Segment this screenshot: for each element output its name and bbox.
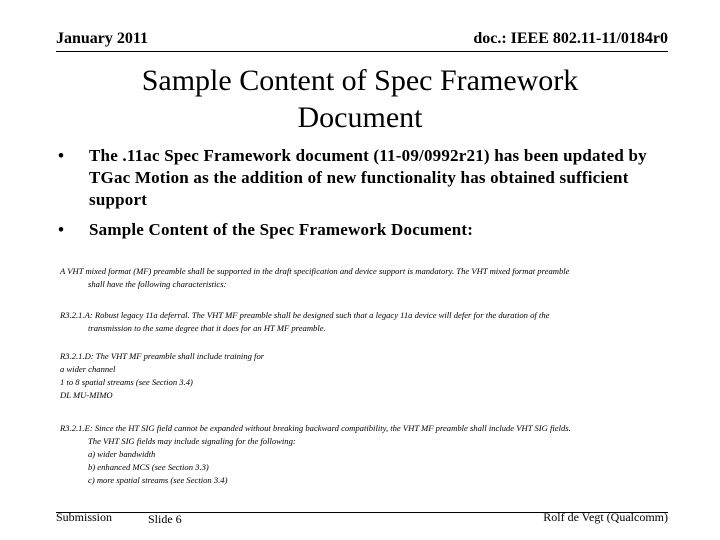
bullet-text: The .11ac Spec Framework document (11-09/0992r21) has been updated by TGac Motion as the addition of new functionality has obtained sufficient support	[89, 146, 647, 209]
bullet-marker: •	[58, 146, 65, 165]
req-line: DL MU-MIMO	[60, 390, 113, 400]
req-line: shall have the following characteristics:	[88, 279, 227, 289]
requirement-r3-2-1-d	[60, 350, 665, 402]
req-line: transmission to the same degree that it does for an HT MF preamble.	[88, 323, 326, 333]
bullet-item	[58, 219, 678, 241]
req-line: R3.2.1.A: Robust legacy 11a deferral. The VHT MF preamble shall be designed such that a legacy 11a device will defer for the duration of the	[60, 310, 550, 320]
title-line-1: Sample Content of Spec Framework	[141, 64, 579, 97]
req-line: b) enhanced MCS (see Section 3.3)	[88, 462, 209, 472]
req-line: c) more spatial streams (see Section 3.4)	[88, 475, 228, 485]
header-date: January 2011	[56, 30, 149, 47]
req-line: R3.2.1.D: The VHT MF preamble shall include training for	[60, 351, 265, 361]
bullet-list	[58, 145, 678, 249]
req-line: R3.2.1.E: Since the HT SIG field cannot be expanded without breaking backward compatibility, the VHT MF preamble shall include VHT SIG fields.	[60, 423, 571, 433]
header-divider	[56, 51, 668, 52]
requirement-r3-2-1-e	[60, 422, 665, 487]
req-line: a) wider bandwidth	[88, 449, 156, 459]
req-line: A VHT mixed format (MF) preamble shall be supported in the draft specification and device support is mandatory. The VHT mixed format preamble	[60, 266, 570, 276]
title-line-2: Document	[297, 101, 423, 134]
req-line: 1 to 8 spatial streams (see Section 3.4)	[60, 377, 193, 387]
bullet-item	[58, 145, 678, 211]
slide-title	[60, 62, 660, 136]
footer-submission: Submission	[56, 510, 113, 524]
requirement-r3-2-1-a	[60, 309, 665, 335]
header-doc-id: doc.: IEEE 802.11-11/0184r0	[473, 30, 668, 47]
req-line: The VHT SIG fields may include signaling for the following:	[88, 436, 296, 446]
header	[56, 30, 668, 52]
bullet-marker: •	[58, 220, 65, 239]
footer-author: Rolf de Vegt (Qualcomm)	[543, 510, 668, 524]
requirement-intro	[60, 265, 665, 291]
req-line: a wider channel	[60, 364, 116, 374]
bullet-text: Sample Content of the Spec Framework Document:	[89, 220, 474, 239]
footer-slide-number: Slide 6	[148, 512, 182, 526]
